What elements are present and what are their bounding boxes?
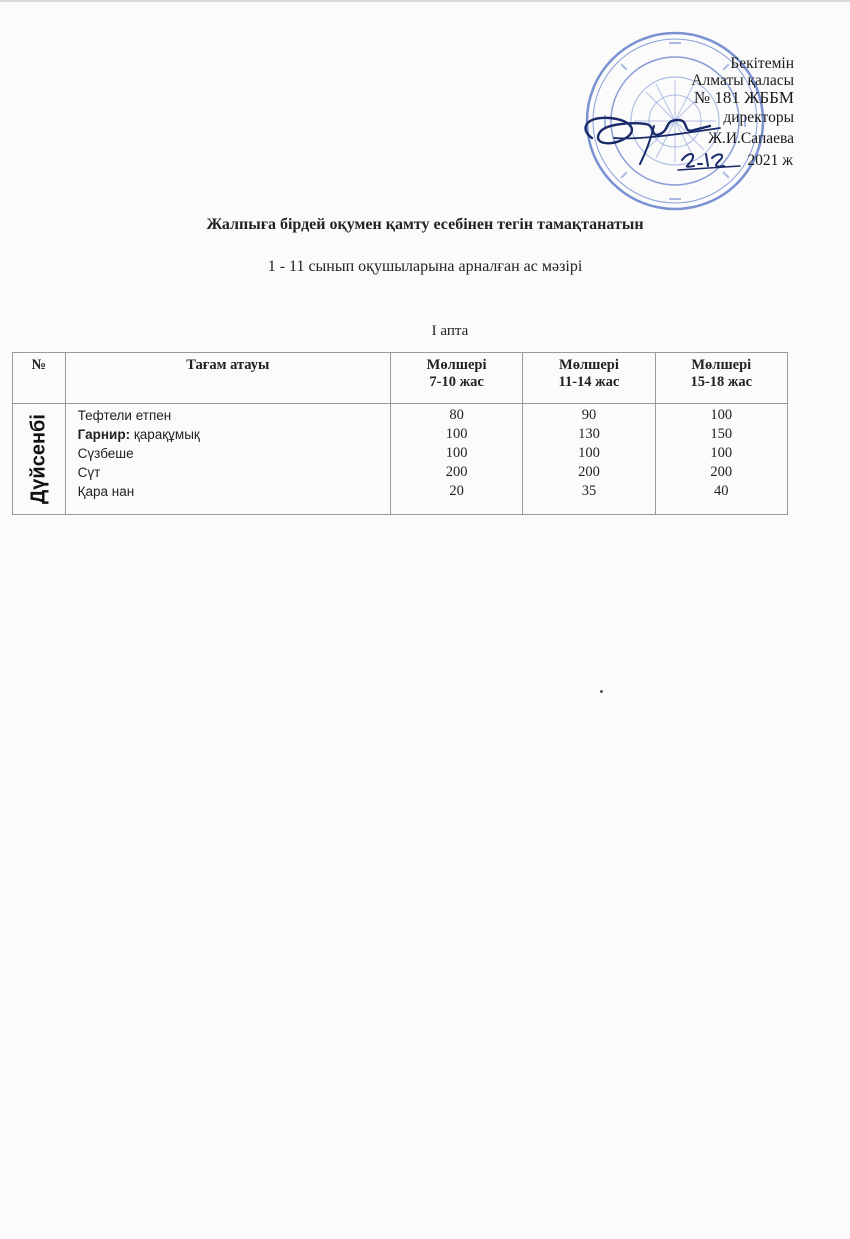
header-qty-7-10 <box>390 353 522 404</box>
qty-15-18-list <box>656 404 787 501</box>
list-item: 90 <box>581 407 597 423</box>
header-number: № <box>13 353 66 404</box>
qty-11-14-list <box>523 404 654 501</box>
handwritten-signature <box>570 108 750 178</box>
approval-position: директоры <box>723 109 794 126</box>
dish-list <box>66 404 390 501</box>
approval-school: № 181 ЖББМ <box>693 88 794 107</box>
week-label: I апта <box>431 323 469 339</box>
header-qty-11-14-label: Мөлшері <box>559 357 619 373</box>
dishes-cell <box>65 404 390 515</box>
list-item: 200 <box>710 464 733 480</box>
list-item: 100 <box>445 445 468 461</box>
header-qty-15-18 <box>655 353 787 404</box>
table-row <box>13 404 788 515</box>
list-item: 100 <box>578 445 600 461</box>
dish-name: Қара нан <box>77 484 135 499</box>
qty-7-10-list <box>391 404 522 501</box>
list-item: 20 <box>449 483 464 499</box>
list-item: 130 <box>578 426 600 442</box>
day-cell <box>13 404 66 515</box>
header-dish-name: Тағам атауы <box>65 353 390 404</box>
approval-year: 2021 ж <box>747 152 793 169</box>
dish-name: Тефтели етпен <box>77 408 172 423</box>
header-qty-7-10-label: Мөлшері <box>426 357 487 373</box>
header-qty-15-18-age: 15-18 жас <box>690 374 753 390</box>
list-item: 150 <box>710 426 733 442</box>
table-header-row <box>13 353 788 404</box>
header-qty-11-14 <box>523 353 655 404</box>
list-item: 200 <box>578 464 600 480</box>
menu-table <box>12 352 788 515</box>
qty-11-14-cell <box>523 404 655 515</box>
list-item: 100 <box>710 407 733 423</box>
dish-name: Сүзбеше <box>77 446 134 461</box>
approval-city: Алматы қаласы <box>691 72 794 89</box>
header-qty-15-18-label: Мөлшері <box>691 357 752 373</box>
stray-mark <box>600 690 603 693</box>
dish-prefix: Гарнир: <box>77 427 131 442</box>
list-item <box>66 406 390 425</box>
approval-heading: Бекітемін <box>730 55 794 72</box>
list-item <box>66 463 390 482</box>
list-item: 35 <box>581 483 597 499</box>
list-item <box>66 482 390 501</box>
list-item: 80 <box>449 407 464 423</box>
list-item: 200 <box>445 464 468 480</box>
list-item: 100 <box>710 445 733 461</box>
day-label: Дүйсенбі <box>27 414 50 504</box>
approval-director-name: Ж.И.Сапаева <box>708 130 794 147</box>
dish-name: қарақұмық <box>130 427 200 442</box>
list-item <box>66 444 390 463</box>
list-item: 100 <box>445 426 468 442</box>
header-qty-11-14-age: 11-14 жас <box>558 374 620 390</box>
menu-subtitle: 1 - 11 сынып оқушыларына арналған ас мәзірі <box>267 258 583 275</box>
menu-title: Жалпыға бірдей оқумен қамту есебінен тегін тамақтанатын <box>206 216 644 233</box>
qty-15-18-cell <box>655 404 787 515</box>
list-item: 40 <box>714 483 729 499</box>
header-qty-7-10-age: 7-10 жас <box>429 374 484 390</box>
list-item <box>66 425 390 444</box>
dish-name: Сүт <box>77 465 101 480</box>
qty-7-10-cell <box>390 404 522 515</box>
